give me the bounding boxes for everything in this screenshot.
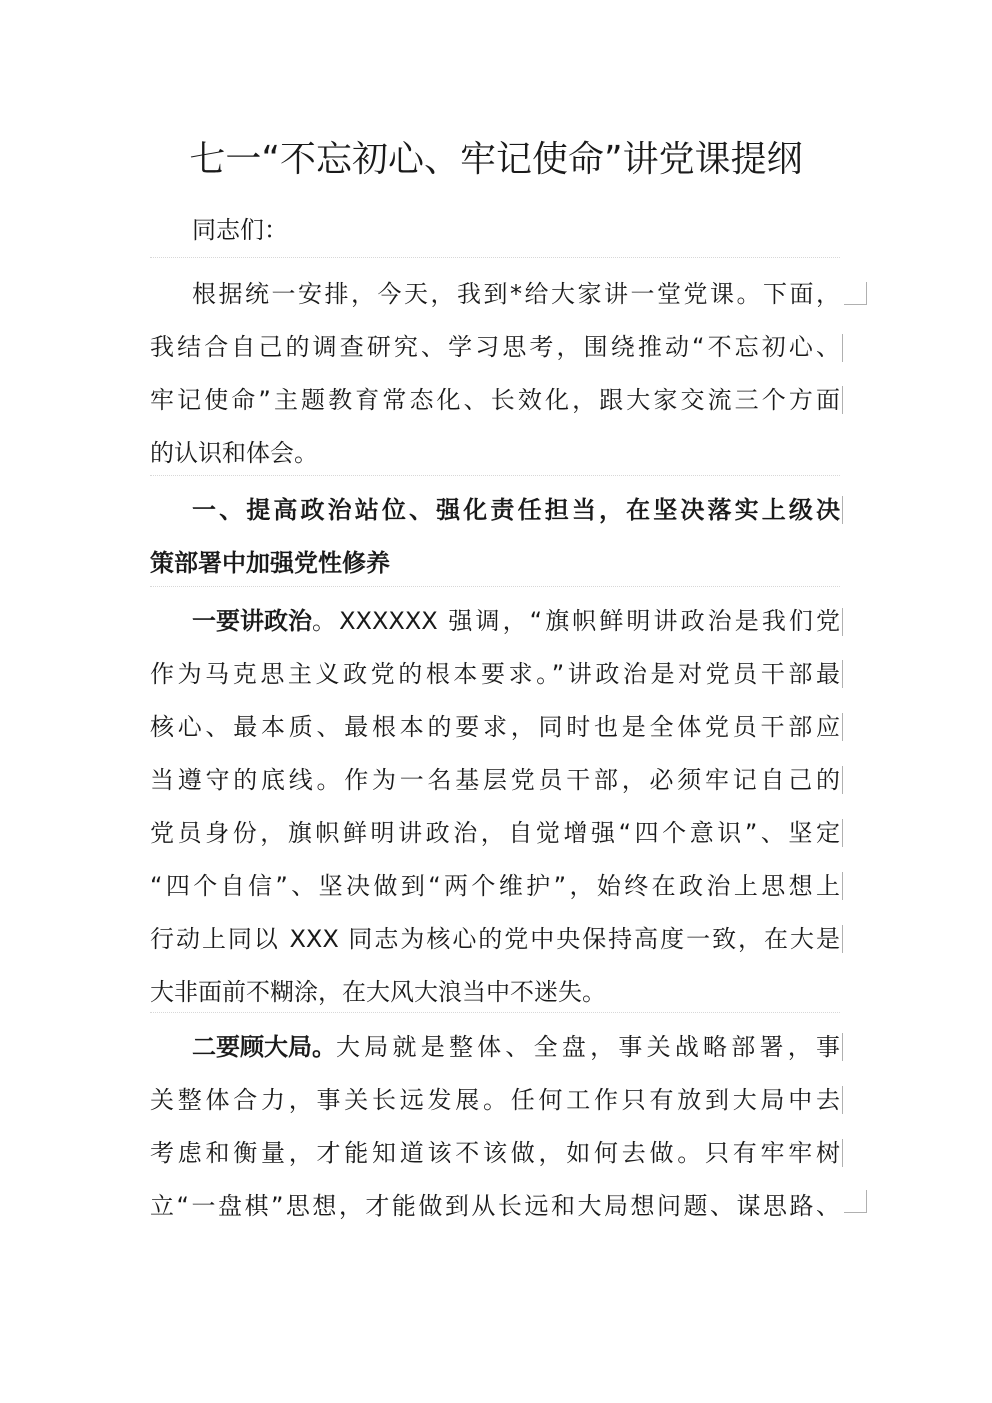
margin-bar (842, 1033, 843, 1061)
margin-bar (842, 660, 843, 688)
paragraph-line: 党员身份，旗帜鲜明讲政治，自觉增强“四个意识”、坚定 (150, 819, 840, 847)
section-heading-line: 策部署中加强党性修养 (150, 549, 390, 577)
text-boundary-marker (844, 282, 867, 305)
paragraph-line: 关整体合力，事关长远发展。任何工作只有放到大局中去 (150, 1086, 840, 1114)
margin-bar (842, 925, 843, 953)
margin-bar (842, 819, 843, 847)
line-separator (150, 257, 840, 258)
line-separator (150, 475, 840, 476)
margin-bar (842, 1139, 843, 1167)
paragraph-line: 行动上同以 XXX 同志为核心的党中央保持高度一致，在大是 (150, 925, 840, 953)
paragraph-line: 大非面前不糊涂，在大风大浪当中不迷失。 (150, 978, 606, 1006)
document-title: 七一“不忘初心、牢记使命”讲党课提纲 (189, 139, 803, 180)
margin-bar (842, 334, 843, 362)
intro-line: 根据统一安排，今天，我到*给大家讲一堂党课。下面， (192, 280, 840, 308)
greeting: 同志们： (192, 216, 288, 244)
point-lead: 二要顾大局。 (192, 1033, 336, 1061)
paragraph-line: 考虑和衡量，才能知道该不该做，如何去做。只有牢牢树 (150, 1139, 840, 1167)
line-separator (150, 1012, 840, 1013)
margin-bar (842, 713, 843, 741)
line-separator (150, 586, 840, 587)
point-lead: 一要讲政治 (192, 607, 312, 635)
margin-bar (842, 496, 843, 524)
margin-bar (842, 386, 843, 414)
intro-line: 我结合自己的调查研究、学习思考，围绕推动“不忘初心、 (150, 333, 840, 361)
paragraph-line (192, 601, 840, 641)
paragraph-line: 当遵守的底线。作为一名基层党员干部，必须牢记自己的 (150, 766, 840, 794)
point-lead-rest: 。XXXXXX 强调，“旗帜鲜明讲政治是我们党 (312, 607, 840, 635)
margin-bar (842, 1086, 843, 1114)
margin-bar (842, 872, 843, 900)
text-boundary-marker (844, 1190, 867, 1213)
paragraph-line (192, 1027, 840, 1067)
point-lead-rest: 大局就是整体、全盘，事关战略部署，事 (336, 1033, 840, 1061)
margin-bar (842, 608, 843, 636)
paragraph-line: “四个自信”、坚决做到“两个维护”，始终在政治上思想上 (150, 872, 840, 900)
intro-line: 的认识和体会。 (150, 439, 318, 467)
paragraph-line: 作为马克思主义政党的根本要求。”讲政治是对党员干部最 (150, 660, 840, 688)
paragraph-line: 立“一盘棋”思想，才能做到从长远和大局想问题、谋思路、 (150, 1192, 840, 1220)
section-heading-line: 一、提高政治站位、强化责任担当，在坚决落实上级决 (192, 496, 840, 524)
paragraph-line: 核心、最本质、最根本的要求，同时也是全体党员干部应 (150, 713, 840, 741)
margin-bar (842, 766, 843, 794)
intro-line: 牢记使命”主题教育常态化、长效化，跟大家交流三个方面 (150, 386, 840, 414)
